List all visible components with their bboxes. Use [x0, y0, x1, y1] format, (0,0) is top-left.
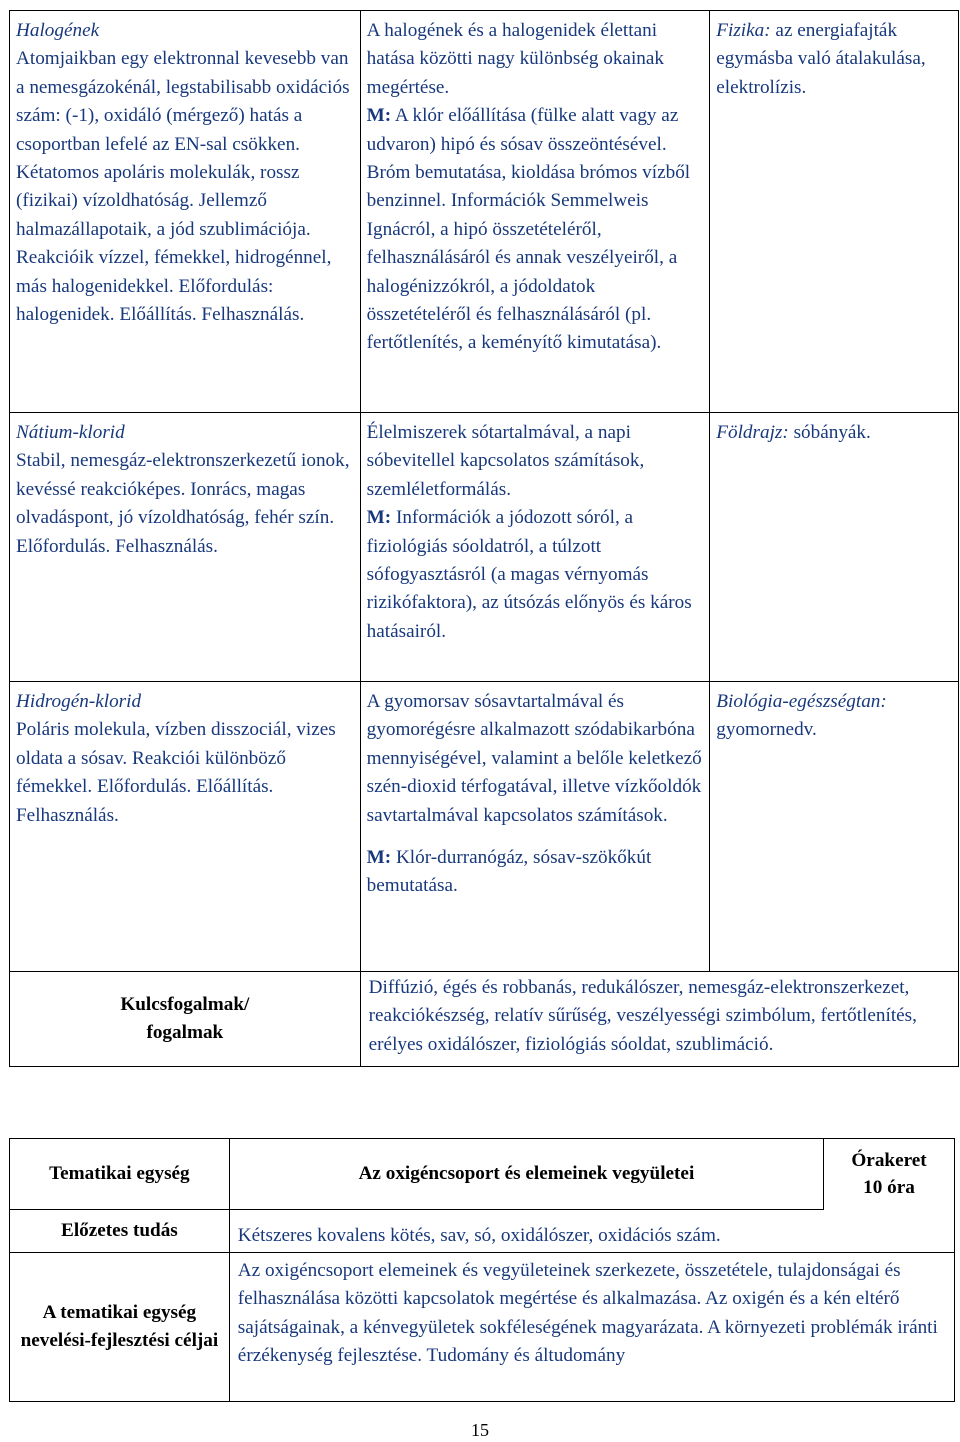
topic-text: Atomjaikban egy elektronnal kevesebb van a nemesgázokénál, legstabilisabb oxidációs szám: (-1), oxidáló (mérgező) hatás a csoportban lefelé az EN-sal csökken. Kétatomos apoláris molekulák, rossz (fizikai) vízoldhatóság. Jellemző halmazállapotaik, a jód szublimációja. Reakcióik vízzel, fémekkel, hidrogénnel, más halogenidekkel. Előfordulás: halogenidek. Előállítás. Felhasználás. [16, 48, 350, 326]
connection-cell [710, 11, 959, 413]
activity-text: Információk a jódozott sóról, a fiziológiás sóoldatról, a túlzott sófogyasztásról (a magas vérnyomás rizikófaktora), az útsózás előnyös és káros hatásairól. [366, 507, 692, 642]
activity-text: A gyomorsav sósavtartalmával és gyomorégésre alkalmazott szódabikarbóna mennyiségével, valamint a belőle keletkező szén-dioxid térfogatával, illetve vízkőoldók savtartalmával kapcsolatos számítások. [366, 691, 702, 826]
table-row [10, 682, 959, 972]
topic-text: Poláris molekula, vízben disszociál, vizes oldata a sósav. Reakciói különböző fémekkel. Előfordulás. Előállítás. Felhasználás. [16, 719, 336, 826]
topic-title: Halogének [16, 20, 100, 41]
hours-cell [824, 1139, 955, 1210]
topic-title: Nátium-klorid [16, 422, 125, 443]
key-concepts-label-cell [10, 972, 361, 1067]
connection-text: gyomornedv. [716, 719, 817, 741]
activity-text: A halogének és a halogenidek élettani hatása közötti nagy különbség okainak megértése. [366, 20, 664, 98]
hours-value: 10 óra [863, 1177, 915, 1199]
unit-table [9, 1138, 955, 1402]
connection-text: az energiafajták egymásba való átalakulása, elektrolízis. [716, 20, 926, 98]
demo-prefix: M: [366, 847, 392, 869]
key-concepts-row [10, 972, 959, 1067]
key-concepts-label: Kulcsfogalmak/ fogalmak [120, 993, 250, 1043]
subject-name: Biológia-egészségtan: [716, 691, 887, 712]
prior-text: Kétszeres kovalens kötés, sav, só, oxidálószer, oxidációs szám. [237, 1224, 721, 1246]
prior-label-cell [10, 1210, 230, 1253]
subject-name: Fizika: [716, 20, 771, 41]
connection-text: sóbányák. [788, 422, 871, 443]
demo-prefix: M: [366, 507, 392, 529]
unit-label: Tematikai egység [49, 1162, 190, 1184]
topic-cell [10, 682, 361, 972]
unit-label-cell [10, 1139, 230, 1210]
topic-text: Stabil, nemesgáz-elektronszerkezetű ionok, kevéssé reakcióképes. Ionrács, magas olvadáspont, jó vízoldhatóság, fehér szín. Előfordulás. Felhasználás. [16, 450, 350, 557]
topic-cell [10, 11, 361, 413]
key-concepts-text: Diffúzió, égés és robbanás, redukálószer, nemesgáz-elektronszerkezet, reakciókészség, relatív sűrűség, veszélyességi szimbólum, fertőtlenítés, erélyes oxidálószer, fiziológiás sóoldat, szublimáció. [368, 977, 917, 1055]
goals-text: Az oxigéncsoport elemeinek és vegyületeinek szerkezete, összetétele, tulajdonságai és felhasználása közötti kapcsolatok megértése és alkalmazása. Az oxigén és a kén eltérő sajátságainak, a kénvegyületek sokféleségének magyarázata. A környezeti problémák iránti érzékenység fejlesztése. Tudomány és áltudomány [237, 1260, 938, 1367]
content-table [9, 10, 959, 1067]
prior-text-cell [229, 1210, 954, 1253]
topic-cell [10, 413, 361, 682]
connection-cell [710, 413, 959, 682]
unit-title-cell [229, 1139, 823, 1210]
unit-title: Az oxigéncsoport és elemeinek vegyületei [358, 1162, 695, 1184]
key-concepts-text-cell [360, 972, 958, 1067]
activity-cell [360, 682, 710, 972]
table-row [10, 11, 959, 413]
demo-prefix: M: [366, 105, 392, 127]
table-row [10, 1139, 955, 1210]
table-row [10, 1253, 955, 1402]
activity-cell [360, 11, 710, 413]
page-number: 15 [471, 1420, 489, 1440]
prior-label: Előzetes tudás [61, 1219, 178, 1241]
table-row [10, 1210, 955, 1253]
activity-text: Klór-durranógáz, sósav-szökőkút bemutatása. [366, 847, 652, 897]
table-row [10, 413, 959, 682]
subject-name: Földrajz: [716, 422, 789, 443]
activity-text: A klór előállítása (fülke alatt vagy az udvaron) hipó és sósav összeöntésével. Bróm bemutatása, kioldása brómos vízből benzinnel. Információk Semmelweis Ignácról, a hipó összetételéről, felhasználásáról és annak veszélyeiről, a halogénizzókról, a jódoldatok összetételéről és felhasználásáról (pl. fertőtlenítés, a keményítő kimutatása). [366, 105, 691, 354]
activity-text: Élelmiszerek sótartalmával, a napi sóbevitellel kapcsolatos számítások, szemléletformálás. [366, 422, 645, 500]
connection-cell [710, 682, 959, 972]
activity-cell [360, 413, 710, 682]
goals-label: A tematikai egység nevelési-fejlesztési céljai [20, 1301, 219, 1351]
goals-text-cell [229, 1253, 954, 1402]
goals-label-cell [10, 1253, 230, 1402]
hours-label: Órakeret [851, 1150, 927, 1172]
topic-title: Hidrogén-klorid [16, 691, 142, 712]
